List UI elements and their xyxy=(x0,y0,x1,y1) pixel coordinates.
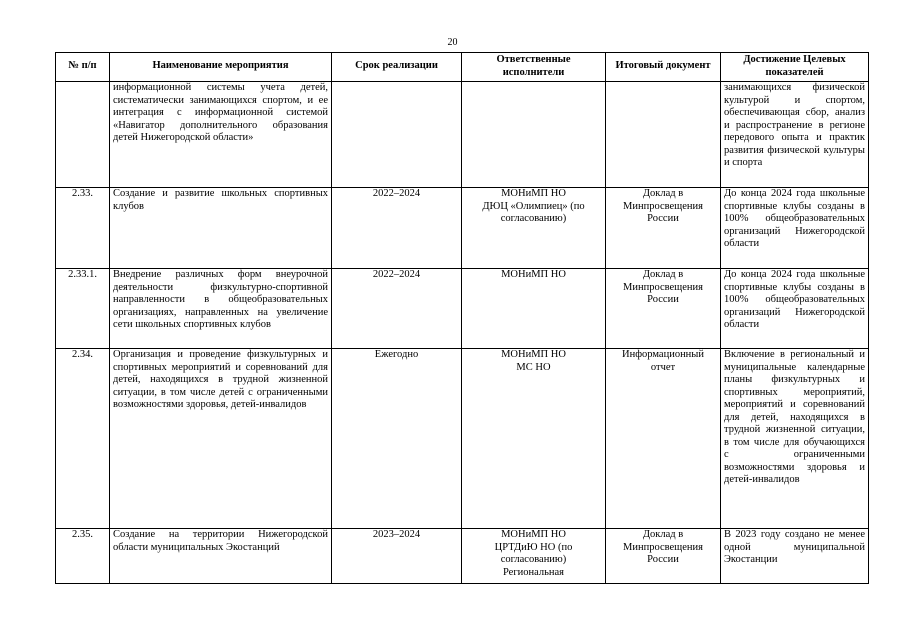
row-document: Доклад в Минпросвещения России xyxy=(606,269,721,349)
row-num: 2.33. xyxy=(56,188,110,269)
row-achievement: До конца 2024 года школьные спортивные клубы созданы в 100% общеобразовательных организаций Нижегородской области xyxy=(721,269,869,349)
row-name: Организация и проведение физкультурных и спортивных мероприятий и соревнований для детей, находящихся в трудной жизненной ситуации, в том числе детей с ограниченными возможностями здоровья, детей-инвалидов xyxy=(110,349,332,529)
row-achievement: В 2023 году создано не менее одной муниципальной Экостанции xyxy=(721,529,869,584)
row-name: Внедрение различных форм внеурочной деятельности физкультурно-спортивной направленности в общеобразовательных организациях, направленных на увеличение сети школьных спортивных клубов xyxy=(110,269,332,349)
row-document xyxy=(606,82,721,188)
row-document: Информационный отчет xyxy=(606,349,721,529)
row-term: 2022–2024 xyxy=(332,188,462,269)
row-executors-text: МОНиМП НО МС НО xyxy=(501,349,566,373)
row-name: Создание на территории Нижегородской области муниципальных Экостанций xyxy=(110,529,332,584)
row-executors-text: МОНиМП НО ЦРТДиЮ НО (по согласованию) Региональная xyxy=(494,529,573,578)
row-num: 2.35. xyxy=(56,529,110,584)
row-achievement: занимающихся физической культурой и спортом, обеспечивающая сбор, анализ и распространение в регионе передового опыта и практик развития физической культуры и спорта xyxy=(721,82,869,188)
row-name: Создание и развитие школьных спортивных клубов xyxy=(110,188,332,269)
header-executors: Ответственные исполнители xyxy=(462,53,606,82)
row-num xyxy=(56,82,110,188)
row-document: Доклад в Минпросвещения России xyxy=(606,188,721,269)
row-term xyxy=(332,82,462,188)
row-executors-text: МОНиМП НО xyxy=(501,269,566,280)
row-num: 2.34. xyxy=(56,349,110,529)
row-executors xyxy=(462,269,606,349)
table-row xyxy=(56,188,869,269)
row-executors xyxy=(462,529,606,584)
table-row xyxy=(56,349,869,529)
header-name: Наименование мероприятия xyxy=(110,53,332,82)
row-term: Ежегодно xyxy=(332,349,462,529)
header-document: Итоговый документ xyxy=(606,53,721,82)
row-name: информационной системы учета детей, систематически занимающихся спортом, и ее интеграция с информационной системой «Навигатор дополнительного образования детей Нижегородской области» xyxy=(110,82,332,188)
row-executors xyxy=(462,349,606,529)
table-row xyxy=(56,82,869,188)
header-num: № п/п xyxy=(56,53,110,82)
row-executors-text: МОНиМП НО ДЮЦ «Олимпиец» (по согласованию) xyxy=(482,188,585,224)
table-row xyxy=(56,269,869,349)
table-row xyxy=(56,529,869,584)
row-executors xyxy=(462,82,606,188)
row-document: Доклад в Минпросвещения России xyxy=(606,529,721,584)
row-executors xyxy=(462,188,606,269)
measures-table xyxy=(55,52,869,584)
row-achievement: До конца 2024 года школьные спортивные клубы созданы в 100% общеобразовательных организаций Нижегородской области xyxy=(721,188,869,269)
row-achievement: Включение в региональный и муниципальные календарные планы физкультурных и спортивных мероприятий, мероприятий и соревнований для детей, находящихся в трудной жизненной ситуации, в том числе для обучающихся с ограниченными возможностями здоровья и детей-инвалидов xyxy=(721,349,869,529)
table-header-row xyxy=(56,53,869,82)
row-num: 2.33.1. xyxy=(56,269,110,349)
header-achievement: Достижение Целевых показателей xyxy=(721,53,869,82)
row-term: 2023–2024 xyxy=(332,529,462,584)
row-term: 2022–2024 xyxy=(332,269,462,349)
page-number: 20 xyxy=(447,37,458,48)
header-term: Срок реализации xyxy=(332,53,462,82)
